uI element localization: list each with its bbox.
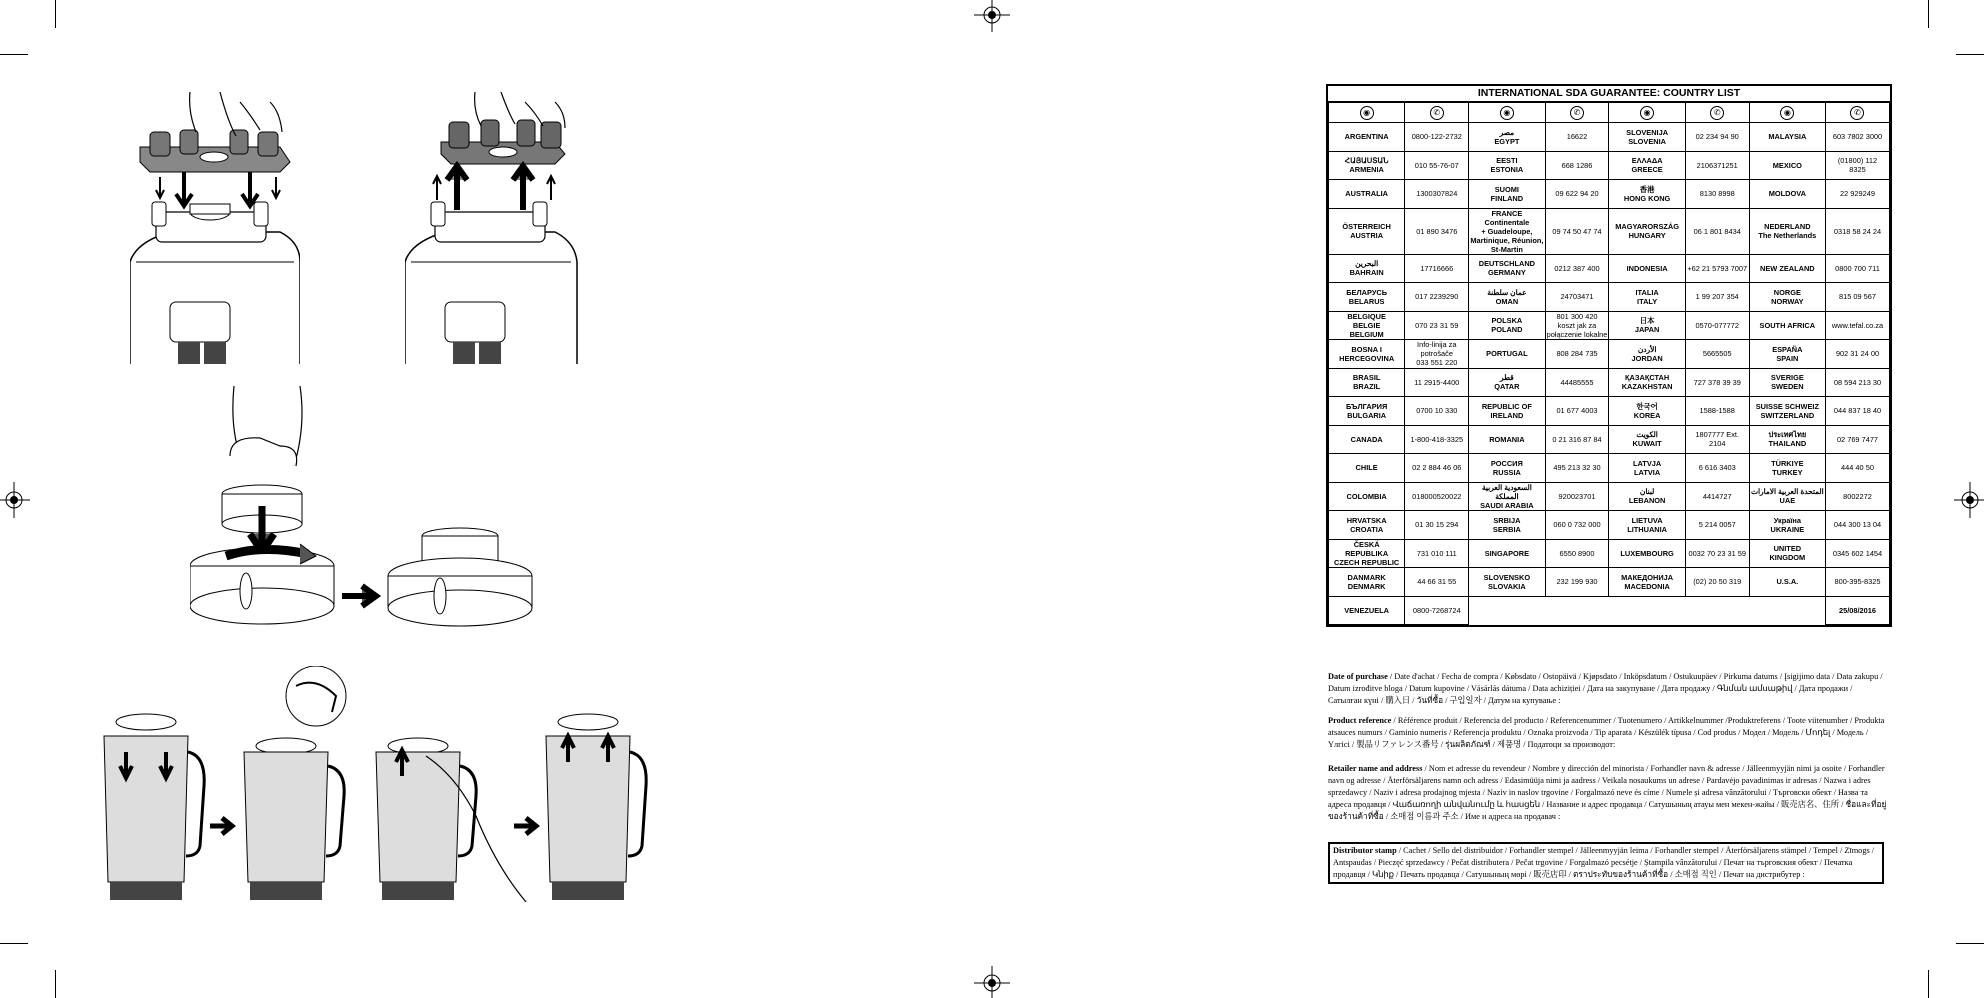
country-name: CANADA — [1329, 425, 1405, 454]
phone-number: 902 31 24 00 — [1825, 340, 1889, 369]
phone-number: 0345 602 1454 — [1825, 539, 1889, 568]
phone-number: 044 837 18 40 — [1825, 397, 1889, 426]
phone-number: 808 284 735 — [1545, 340, 1609, 369]
country-name: 日本 JAPAN — [1609, 311, 1685, 340]
product-reference-text: / Référence produit / Referencia del producto / Referencenummer / Tuotenumero / Artikkelnummer /Produktreferens / Toote viitenumber / Produkta atsauces numurs / Gaminio numeris / Referencja produktu / Oznaka proizvoda / Tip aparata / Készülék típusa / Cod produs / Модел / Модель / Մոդել / Модель / Үлгісі / 製品リファレンス番号 / รุ่นผลิตภัณฑ์ / 제품명 / Податоци за производот: — [1328, 716, 1885, 749]
globe-icon: ◉ — [1609, 103, 1685, 123]
phone-number: 727 378 39 39 — [1685, 368, 1749, 397]
phone-number: 0800-7268724 — [1405, 596, 1469, 625]
table-row — [1329, 397, 1890, 426]
phone-number: 4414727 — [1685, 482, 1749, 511]
country-name: PORTUGAL — [1469, 340, 1545, 369]
country-name: REPUBLIC OF IRELAND — [1469, 397, 1545, 426]
phone-number: 017 2239290 — [1405, 283, 1469, 312]
country-name: SLOVENSKO SLOVAKIA — [1469, 568, 1545, 597]
country-name: ČESKÁ REPUBLIKA CZECH REPUBLIC — [1329, 539, 1405, 568]
globe-icon: ◉ — [1749, 103, 1825, 123]
retailer-label: Retailer name and address — [1328, 764, 1423, 773]
phone-number: 09 74 50 47 74 — [1545, 208, 1609, 254]
illustration-blade-remove-lift — [405, 92, 580, 364]
phone-number: 603 7802 3000 — [1825, 123, 1889, 152]
crop-mark — [0, 54, 28, 55]
guarantee-country-list — [1326, 84, 1892, 627]
country-name: LIETUVA LITHUANIA — [1609, 511, 1685, 540]
phone-number: 1807777 Ext. 2104 — [1685, 425, 1749, 454]
illustration-jug-lid-sequence — [96, 666, 656, 902]
illustration-lid-cap — [190, 386, 560, 636]
product-reference-note — [1328, 715, 1888, 751]
country-name: 香港 HONG KONG — [1609, 180, 1685, 209]
country-name: ҚАЗАҚСТАН KAZAKHSTAN — [1609, 368, 1685, 397]
phone-number: 731 010 111 — [1405, 539, 1469, 568]
table-row — [1329, 340, 1890, 369]
phone-number: 801 300 420 koszt jak za połączenie lokalne — [1546, 311, 1608, 339]
phone-icon: ✆ — [1825, 103, 1889, 123]
phone-number: 02 769 7477 — [1825, 425, 1889, 454]
country-name: عمان سلطنة OMAN — [1469, 283, 1545, 312]
country-name: السعودية العربية المملكة SAUDI ARABIA — [1469, 482, 1545, 511]
phone-number: 060 0 732 000 — [1545, 511, 1609, 540]
phone-number: 1588-1588 — [1685, 397, 1749, 426]
country-name: ARGENTINA — [1329, 123, 1405, 152]
country-name: BOSNA I HERCEGOVINA — [1329, 340, 1405, 369]
phone-icon: ✆ — [1405, 103, 1469, 123]
country-name: MEXICO — [1749, 151, 1825, 180]
country-name: DEUTSCHLAND GERMANY — [1469, 254, 1545, 283]
phone-number: 5 214 0057 — [1685, 511, 1749, 540]
country-name: ΕΛΛΑΔΑ GREECE — [1609, 151, 1685, 180]
retailer-text: / Nom et adresse du revendeur / Nombre y dirección del minorista / Forhandler navn & adresse / Jälleenmyyjän nimi ja osoite / Forhandler navn og adresse / Återförsäljarens namn och adress / Edasimüüja nimi ja aadress / Veikala nosaukums un adrese / Pardavėjo pavadinimas ir adresas / Nazwa i adres sprzedawcy / Naziv i adresa prodajnog mjesta / Naziv in naslov trgovine / Forgalmazó neve és címe / Numele și adresa vânzătorului / Търговски обект / Назва та адреса продавця / Վաճառողի անվանումը և հասցեն / Название и адрес продавца / Сатушының атауы мен мекен-жайы / 販売店名、住所 / ชื่อและที่อยู่ของร้านค้าที่ซื้อ / 소매점 이름과 주소 / Име и адреса на продавач : — [1328, 764, 1887, 821]
country-name: LATVJA LATVIA — [1609, 454, 1685, 483]
phone-number: 1 99 207 354 — [1685, 283, 1749, 312]
phone-number: 232 199 930 — [1545, 568, 1609, 597]
phone-number: 6550 8900 — [1545, 539, 1609, 568]
phone-number: 444 40 50 — [1825, 454, 1889, 483]
table-row — [1329, 568, 1890, 597]
globe-icon: ◉ — [1469, 103, 1545, 123]
illustration-blade-remove-press — [130, 92, 300, 364]
phone-number: 02 2 884 46 06 — [1405, 454, 1469, 483]
phone-number: +62 21 5793 7007 — [1685, 254, 1749, 283]
phone-number: 0700 10 330 — [1405, 397, 1469, 426]
phone-number: 17716666 — [1405, 254, 1469, 283]
table-row — [1329, 151, 1890, 180]
country-name: MAGYARORSZÁG HUNGARY — [1609, 208, 1685, 254]
phone-number: 11 2915-4400 — [1405, 368, 1469, 397]
phone-number: 16622 — [1545, 123, 1609, 152]
table-row — [1329, 208, 1890, 254]
country-name: مصر EGYPT — [1469, 123, 1545, 152]
phone-number: Info-linija za potrošače 033 551 220 — [1405, 340, 1469, 369]
crop-mark — [55, 0, 56, 28]
country-name: NEW ZEALAND — [1749, 254, 1825, 283]
phone-number: 01 890 3476 — [1405, 208, 1469, 254]
country-name: SUOMI FINLAND — [1469, 180, 1545, 209]
phone-number: 5665505 — [1685, 340, 1749, 369]
table-title: INTERNATIONAL SDA GUARANTEE: COUNTRY LIST — [1328, 86, 1890, 102]
table-row — [1329, 539, 1890, 568]
table-row — [1329, 180, 1890, 209]
phone-number: 01 677 4003 — [1545, 397, 1609, 426]
country-name: قطر QATAR — [1469, 368, 1545, 397]
country-name: NORGE NORWAY — [1749, 283, 1825, 312]
country-name: ROMANIA — [1469, 425, 1545, 454]
empty-cell — [1469, 596, 1826, 625]
phone-icon: ✆ — [1685, 103, 1749, 123]
phone-number: 1300307824 — [1405, 180, 1469, 209]
phone-number: 02 234 94 90 — [1685, 123, 1749, 152]
phone-number: 08 594 213 30 — [1825, 368, 1889, 397]
phone-number: 1-800-418-3325 — [1405, 425, 1469, 454]
retailer-note — [1328, 763, 1888, 823]
crop-mark — [1956, 54, 1984, 55]
phone-number: (01800) 112 8325 — [1825, 151, 1889, 180]
country-name: ՀԱՅԱՍՏԱՆ ARMENIA — [1329, 151, 1405, 180]
phone-number: 8130 8998 — [1685, 180, 1749, 209]
table-row — [1329, 283, 1890, 312]
country-name: SINGAPORE — [1469, 539, 1545, 568]
country-name: ประเทศไทย THAILAND — [1749, 425, 1825, 454]
country-name: CHILE — [1329, 454, 1405, 483]
registration-mark-top — [970, 0, 1014, 32]
date-of-purchase-note — [1328, 671, 1888, 707]
country-name: TÜRKIYE TURKEY — [1749, 454, 1825, 483]
phone-number: 0800 700 711 — [1825, 254, 1889, 283]
country-name: SLOVENIJA SLOVENIA — [1609, 123, 1685, 152]
country-name: BELGIQUE BELGIE BELGIUM — [1329, 311, 1405, 340]
date-of-purchase-label: Date of purchase — [1328, 672, 1388, 681]
phone-number: 6 616 3403 — [1685, 454, 1749, 483]
phone-number: 0800-122-2732 — [1405, 123, 1469, 152]
phone-number: 018000520022 — [1405, 482, 1469, 511]
distributor-stamp-label: Distributor stamp — [1333, 846, 1397, 855]
country-name: MOLDOVA — [1749, 180, 1825, 209]
phone-number: 0212 387 400 — [1545, 254, 1609, 283]
phone-number: 920023701 — [1545, 482, 1609, 511]
phone-number: 815 09 567 — [1825, 283, 1889, 312]
phone-number: 0570-077772 — [1685, 311, 1749, 340]
country-name: AUSTRALIA — [1329, 180, 1405, 209]
phone-number: 070 23 31 59 — [1405, 311, 1469, 340]
country-name: FRANCE Continentale + Guadeloupe, Martinique, Réunion, St-Martin — [1470, 208, 1544, 254]
table-row-last — [1329, 596, 1890, 625]
country-name: БЕЛАРУСЬ BELARUS — [1329, 283, 1405, 312]
country-name: РОССИЯ RUSSIA — [1469, 454, 1545, 483]
country-name: ITALIA ITALY — [1609, 283, 1685, 312]
crop-mark — [0, 943, 28, 944]
country-name: INDONESIA — [1609, 254, 1685, 283]
crop-mark — [1928, 0, 1929, 28]
table-row — [1329, 511, 1890, 540]
phone-number: 8002272 — [1825, 482, 1889, 511]
phone-number: 24703471 — [1545, 283, 1609, 312]
phone-number: 010 55-76-07 — [1405, 151, 1469, 180]
country-name: SUISSE SCHWEIZ SWITZERLAND — [1749, 397, 1825, 426]
country-name: UNITED KINGDOM — [1749, 539, 1825, 568]
country-name: HRVATSKA CROATIA — [1329, 511, 1405, 540]
phone-icon: ✆ — [1545, 103, 1609, 123]
phone-number: 0032 70 23 31 59 — [1685, 539, 1749, 568]
country-name: U.S.A. — [1749, 568, 1825, 597]
country-name: COLOMBIA — [1329, 482, 1405, 511]
phone-number: 01 30 15 294 — [1405, 511, 1469, 540]
table-row — [1329, 311, 1890, 340]
registration-mark-left — [0, 478, 30, 522]
phone-number: 44485555 — [1545, 368, 1609, 397]
country-name: EESTI ESTONIA — [1469, 151, 1545, 180]
table-row — [1329, 425, 1890, 454]
country-name: SVERIGE SWEDEN — [1749, 368, 1825, 397]
registration-mark-bottom — [970, 966, 1014, 998]
phone-number: 22 929249 — [1825, 180, 1889, 209]
crop-mark — [55, 970, 56, 998]
country-name: البحرين BAHRAIN — [1329, 254, 1405, 283]
date-of-purchase-text: / Date d'achat / Fecha de compra / Købsdato / Ostopäivä / Kjøpsdato / Inköpsdatum / Ostukuupäev / Pirkuma datums / Įsigijimo data / Data zakupu / Datum izrođitve bloga / Datum kupovine / Vásárlás dátuma / Data achiziției / Дата на закупуване / Дата продажу / Գնման ամսաթիվ / Дата продажи / Сатылған күні / 購入日 / วันที่ซื้อ / 구입일자 / Датум на купување : — [1328, 672, 1883, 705]
table-row — [1329, 254, 1890, 283]
phone-number: 668 1286 — [1545, 151, 1609, 180]
crop-mark — [1956, 943, 1984, 944]
table-row — [1329, 123, 1890, 152]
table-row — [1329, 454, 1890, 483]
phone-number: 044 300 13 04 — [1825, 511, 1889, 540]
country-name: LUXEMBOURG — [1609, 539, 1685, 568]
phone-number: 800-395-8325 — [1825, 568, 1889, 597]
country-name: ESPAÑA SPAIN — [1749, 340, 1825, 369]
phone-number: (02) 20 50 319 — [1685, 568, 1749, 597]
distributor-stamp-box — [1328, 842, 1884, 884]
table-row — [1329, 368, 1890, 397]
country-name: المتحدة العربية الامارات UAE — [1749, 482, 1825, 511]
distributor-stamp-text: / Cachet / Sello del distribuidor / Forhandler stempel / Jälleenmyyjän leima / Forhandler stempel / Återförsäljarens stämpel / Tempel / Zīmogs / Antspaudas / Pieczęć sprzedawcy / Pečat distributera / Pečat trgovine / Forgalmazó pecsétje / Ștampila vânzătorului / Печат на търговския обект / Печатка продавця / Կնիք / Печать продавца / Сатушының мөрі / 販売店印 / ตราประทับของร้านค้าที่ซื้อ / 소매점 직인 / Печат на дистрибутер : — [1333, 846, 1875, 879]
country-name: VENEZUELA — [1329, 596, 1405, 625]
registration-mark-right — [1954, 478, 1984, 522]
product-reference-label: Product reference — [1328, 716, 1392, 725]
table-row — [1329, 482, 1890, 511]
phone-number: 09 622 94 20 — [1545, 180, 1609, 209]
country-name: SRBIJA SERBIA — [1469, 511, 1545, 540]
phone-number: 06 1 801 8434 — [1685, 208, 1749, 254]
country-name: DANMARK DENMARK — [1329, 568, 1405, 597]
country-name: الأردن JORDAN — [1609, 340, 1685, 369]
country-name: الكويت KUWAIT — [1609, 425, 1685, 454]
phone-number: 495 213 32 30 — [1545, 454, 1609, 483]
country-name: БЪЛГАРИЯ BULGARIA — [1329, 397, 1405, 426]
phone-number: 0318 58 24 24 — [1825, 208, 1889, 254]
phone-number: 44 66 31 55 — [1405, 568, 1469, 597]
country-name: МАКЕДОНИЈА MACEDONIA — [1609, 568, 1685, 597]
country-name: لبنان LEBANON — [1609, 482, 1685, 511]
country-name: POLSKA POLAND — [1469, 311, 1545, 340]
phone-number: 0 21 316 87 84 — [1545, 425, 1609, 454]
country-name: Україна UKRAINE — [1749, 511, 1825, 540]
country-name: ÖSTERREICH AUSTRIA — [1329, 208, 1405, 254]
phone-number: 2106371251 — [1685, 151, 1749, 180]
country-table — [1328, 102, 1890, 625]
country-name: SOUTH AFRICA — [1749, 311, 1825, 340]
country-name: BRASIL BRAZIL — [1329, 368, 1405, 397]
phone-number: www.tefal.co.za — [1825, 311, 1889, 340]
globe-icon: ◉ — [1329, 103, 1405, 123]
revision-date: 25/08/2016 — [1825, 596, 1889, 625]
country-name: MALAYSIA — [1749, 123, 1825, 152]
country-name: 한국어 KOREA — [1609, 397, 1685, 426]
country-name: NEDERLAND The Netherlands — [1749, 208, 1825, 254]
table-header-row — [1329, 103, 1890, 123]
crop-mark — [1928, 970, 1929, 998]
